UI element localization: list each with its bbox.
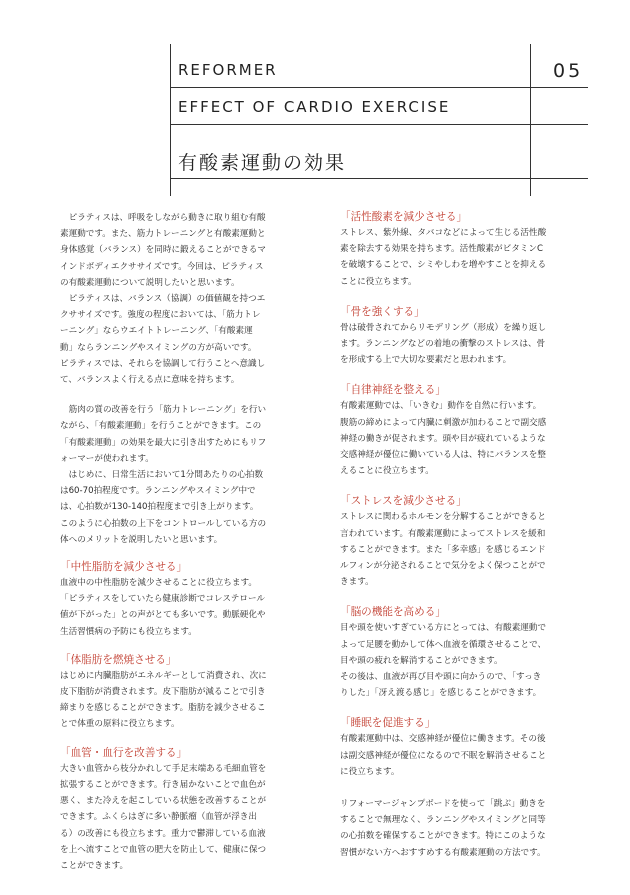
body-line: 生活習慣病の予防にも役立ちます。: [60, 626, 197, 637]
body-line: ーニング」ならウエイトトレーニング、「有酸素運: [60, 326, 253, 337]
intro-paragraph-2: [60, 402, 310, 548]
section-blood-vessels: [60, 745, 310, 874]
body-line: はじめに内臓脂肪がエネルギーとして消費され、次に: [60, 670, 267, 681]
body-line: ピラティスは、バランス（協調）の価値観を持つエ: [60, 294, 266, 305]
body-line: ピラティスでは、それらを協調して行うことへ意識し: [60, 358, 266, 369]
category-label: REFORMER: [178, 61, 278, 79]
page-number: 05: [553, 60, 584, 82]
section-autonomic-nerves: [340, 382, 590, 479]
body-line: することで無理なく、ランニングやスイミングと同等: [340, 815, 546, 826]
body-line: 交感神経が優位に働いている人は、特にバランスを整: [340, 450, 546, 461]
body-line: できます。ふくらはぎに多い静脈瘤（血管が浮き出: [60, 812, 257, 823]
section-subtitle: EFFECT OF CARDIO EXERCISE: [178, 98, 451, 116]
body-line: 有酸素運動中は、交感神経が優位に働きます。その後: [340, 734, 546, 745]
body-line: 素を除去する効果を持ちます。活性酸素がビタミンC: [340, 244, 543, 255]
section-stress: [340, 493, 590, 590]
section-heading: 「血管・血行を改善する」: [60, 746, 188, 759]
body-line: インドボディエクササイズです。今回は、ピラティス: [60, 261, 264, 272]
header-divider-middle: [170, 124, 588, 125]
body-line: このように心拍数の上下をコントロールしている方の: [60, 518, 267, 529]
section-brain-function: [340, 604, 590, 701]
body-line: の有酸素運動について説明したいと思います。: [60, 277, 240, 288]
body-line: りした」「冴え渡る感じ」を感じることができます。: [340, 688, 542, 699]
body-line: 神経の働きが促されます。頭や目が疲れているような: [340, 433, 546, 444]
section-heading: 「活性酸素を減少させる」: [340, 211, 468, 223]
body-line: ストレスに関わるホルモンを分解することができると: [340, 512, 546, 523]
body-line: 言われています。有酸素運動によってストレスを緩和: [340, 528, 546, 539]
body-line: る）の改善にも役立ちます。重力で鬱滞している血液: [60, 828, 266, 839]
frame-right-vertical-line: [530, 44, 531, 196]
body-line: はじめに、日常生活において1分間あたりの心拍数: [60, 470, 264, 481]
body-line: 皮下脂肪が消費されます。皮下脂肪が減ることで引き: [60, 687, 266, 698]
left-column: [60, 210, 310, 874]
body-line: ピラティスは、呼吸をしながら動きに取り組む有酸: [60, 213, 266, 223]
body-line: ます。ランニングなどの着地の衝撃のストレスは、骨: [340, 339, 546, 350]
section-heading: 「中性脂肪を減少させる」: [60, 561, 188, 574]
body-line: クササイズです。強度の程度においては、「筋力トレ: [60, 310, 261, 321]
body-line: 目や頭を使いすぎている方にとっては、有酸素運動で: [340, 623, 547, 634]
body-line: とで体重の原料に役立ちます。: [60, 719, 180, 730]
body-line: 体へのメリットを説明したいと思います。: [60, 534, 223, 545]
body-line: を上へ流すことで血管の肥大を防止して、健康に保つ: [60, 844, 267, 855]
body-line: きます。: [340, 577, 374, 588]
body-line: 大きい血管から枝分かれして手足末端ある毛細血管を: [60, 763, 267, 774]
body-line: 「有酸素運動」の効果を最大に引き出すためにもリフ: [60, 437, 267, 448]
section-heading: 「自律神経を整える」: [340, 384, 446, 397]
body-line: 習慣がない方へおすすめする有酸素運動の方法です。: [340, 847, 546, 858]
body-line: 筋肉の質の改善を行う「筋力トレーニング」を行い: [60, 405, 267, 416]
intro-paragraph-1: [60, 210, 310, 388]
body-line: ながら、「有酸素運動」を行うことができます。この: [60, 421, 262, 432]
body-line: 素運動です。また、筋力トレーニングと有酸素運動と: [60, 229, 266, 240]
body-line: えることに役立ちます。: [340, 466, 434, 477]
body-line: ことに役立ちます。: [340, 276, 417, 287]
body-line: リフォーマージャンプボードを使って「跳ぶ」動きを: [340, 799, 546, 810]
section-active-oxygen: [340, 209, 590, 290]
body-line: の心拍数を確保することができます。特にこのような: [340, 831, 546, 842]
page-title: 有酸素運動の効果: [178, 152, 347, 174]
body-line: 身体感覚（バランス）を同時に鍛えることができるマ: [60, 245, 266, 256]
section-bones: [340, 304, 590, 369]
body-line: は、心拍数が130-140拍程度まで引き上がります。: [60, 502, 259, 513]
body-line: 腹筋の締めによって内臓に刺激が加わることで副交感: [340, 417, 547, 428]
body-line: することができます。また「多幸感」を感じるエンド: [340, 544, 546, 555]
body-line: ストレス、紫外線、タバコなどによって生じる活性酸: [340, 228, 547, 238]
header-divider-bottom: [170, 178, 588, 179]
body-line: ルフィンが分泌されることで気分をよく保つことがで: [340, 561, 546, 572]
body-line: 血液中の中性脂肪を減少させることに役立ちます。: [60, 578, 257, 589]
body-line: 悪く、また冷えを起こしている状態を改善することが: [60, 796, 267, 807]
body-line: ォーマーが使われます。: [60, 453, 154, 464]
body-line: 目や頭の疲れを解消することができます。: [340, 655, 503, 666]
body-line: 動」ならランニングやスイミングの方が高いです。: [60, 342, 257, 353]
section-heading: 「ストレスを減少させる」: [340, 495, 467, 508]
body-line: に役立ちます。: [340, 766, 400, 777]
body-line: 拡張することができます。行き届かないことで血色が: [60, 779, 266, 790]
body-line: その後は、血液が再び目や頭に向かうので、「すっき: [340, 672, 542, 683]
body-line: 有酸素運動では、「いきむ」動作を自然に行います。: [340, 401, 542, 412]
body-line: を形成する上で大切な要素だと思われます。: [340, 355, 512, 366]
closing-paragraph: [340, 796, 590, 861]
right-column: [340, 209, 590, 861]
body-line: ことができます。: [60, 860, 129, 871]
body-line: 骨は破骨されてからリモデリング（形成）を繰り返し: [340, 322, 547, 333]
body-line: よって足腰を動かして体へ血液を循環させることで、: [340, 639, 547, 650]
body-line: 締まりを感じることができます。脂肪を減少させるこ: [60, 703, 266, 714]
section-heading: 「体脂肪を燃焼させる」: [60, 653, 177, 666]
header-divider-top: [170, 87, 588, 88]
section-triglyceride: [60, 559, 310, 640]
body-line: て、バランスよく行える点に意味を持ちます。: [60, 375, 240, 386]
frame-left-vertical-line: [170, 44, 171, 196]
section-heading: 「骨を強くする」: [340, 305, 425, 318]
section-heading: 「脳の機能を高める」: [340, 606, 446, 619]
body-line: は60-70拍程度です。ランニングやスイミング中で: [60, 486, 256, 497]
section-body-fat: [60, 652, 310, 733]
section-sleep: [340, 715, 590, 780]
section-heading: 「睡眠を促進する」: [340, 717, 436, 730]
body-line: 「ピラティスをしていたら健康診断でコレステロール: [60, 594, 265, 605]
body-line: を破壊することで、シミやしわを増やすことを抑える: [340, 260, 547, 271]
body-line: は副交感神経が優位になるので不眠を解消させること: [340, 750, 547, 761]
body-line: 値が下がった」との声がとても多いです。動脈硬化や: [60, 610, 266, 621]
